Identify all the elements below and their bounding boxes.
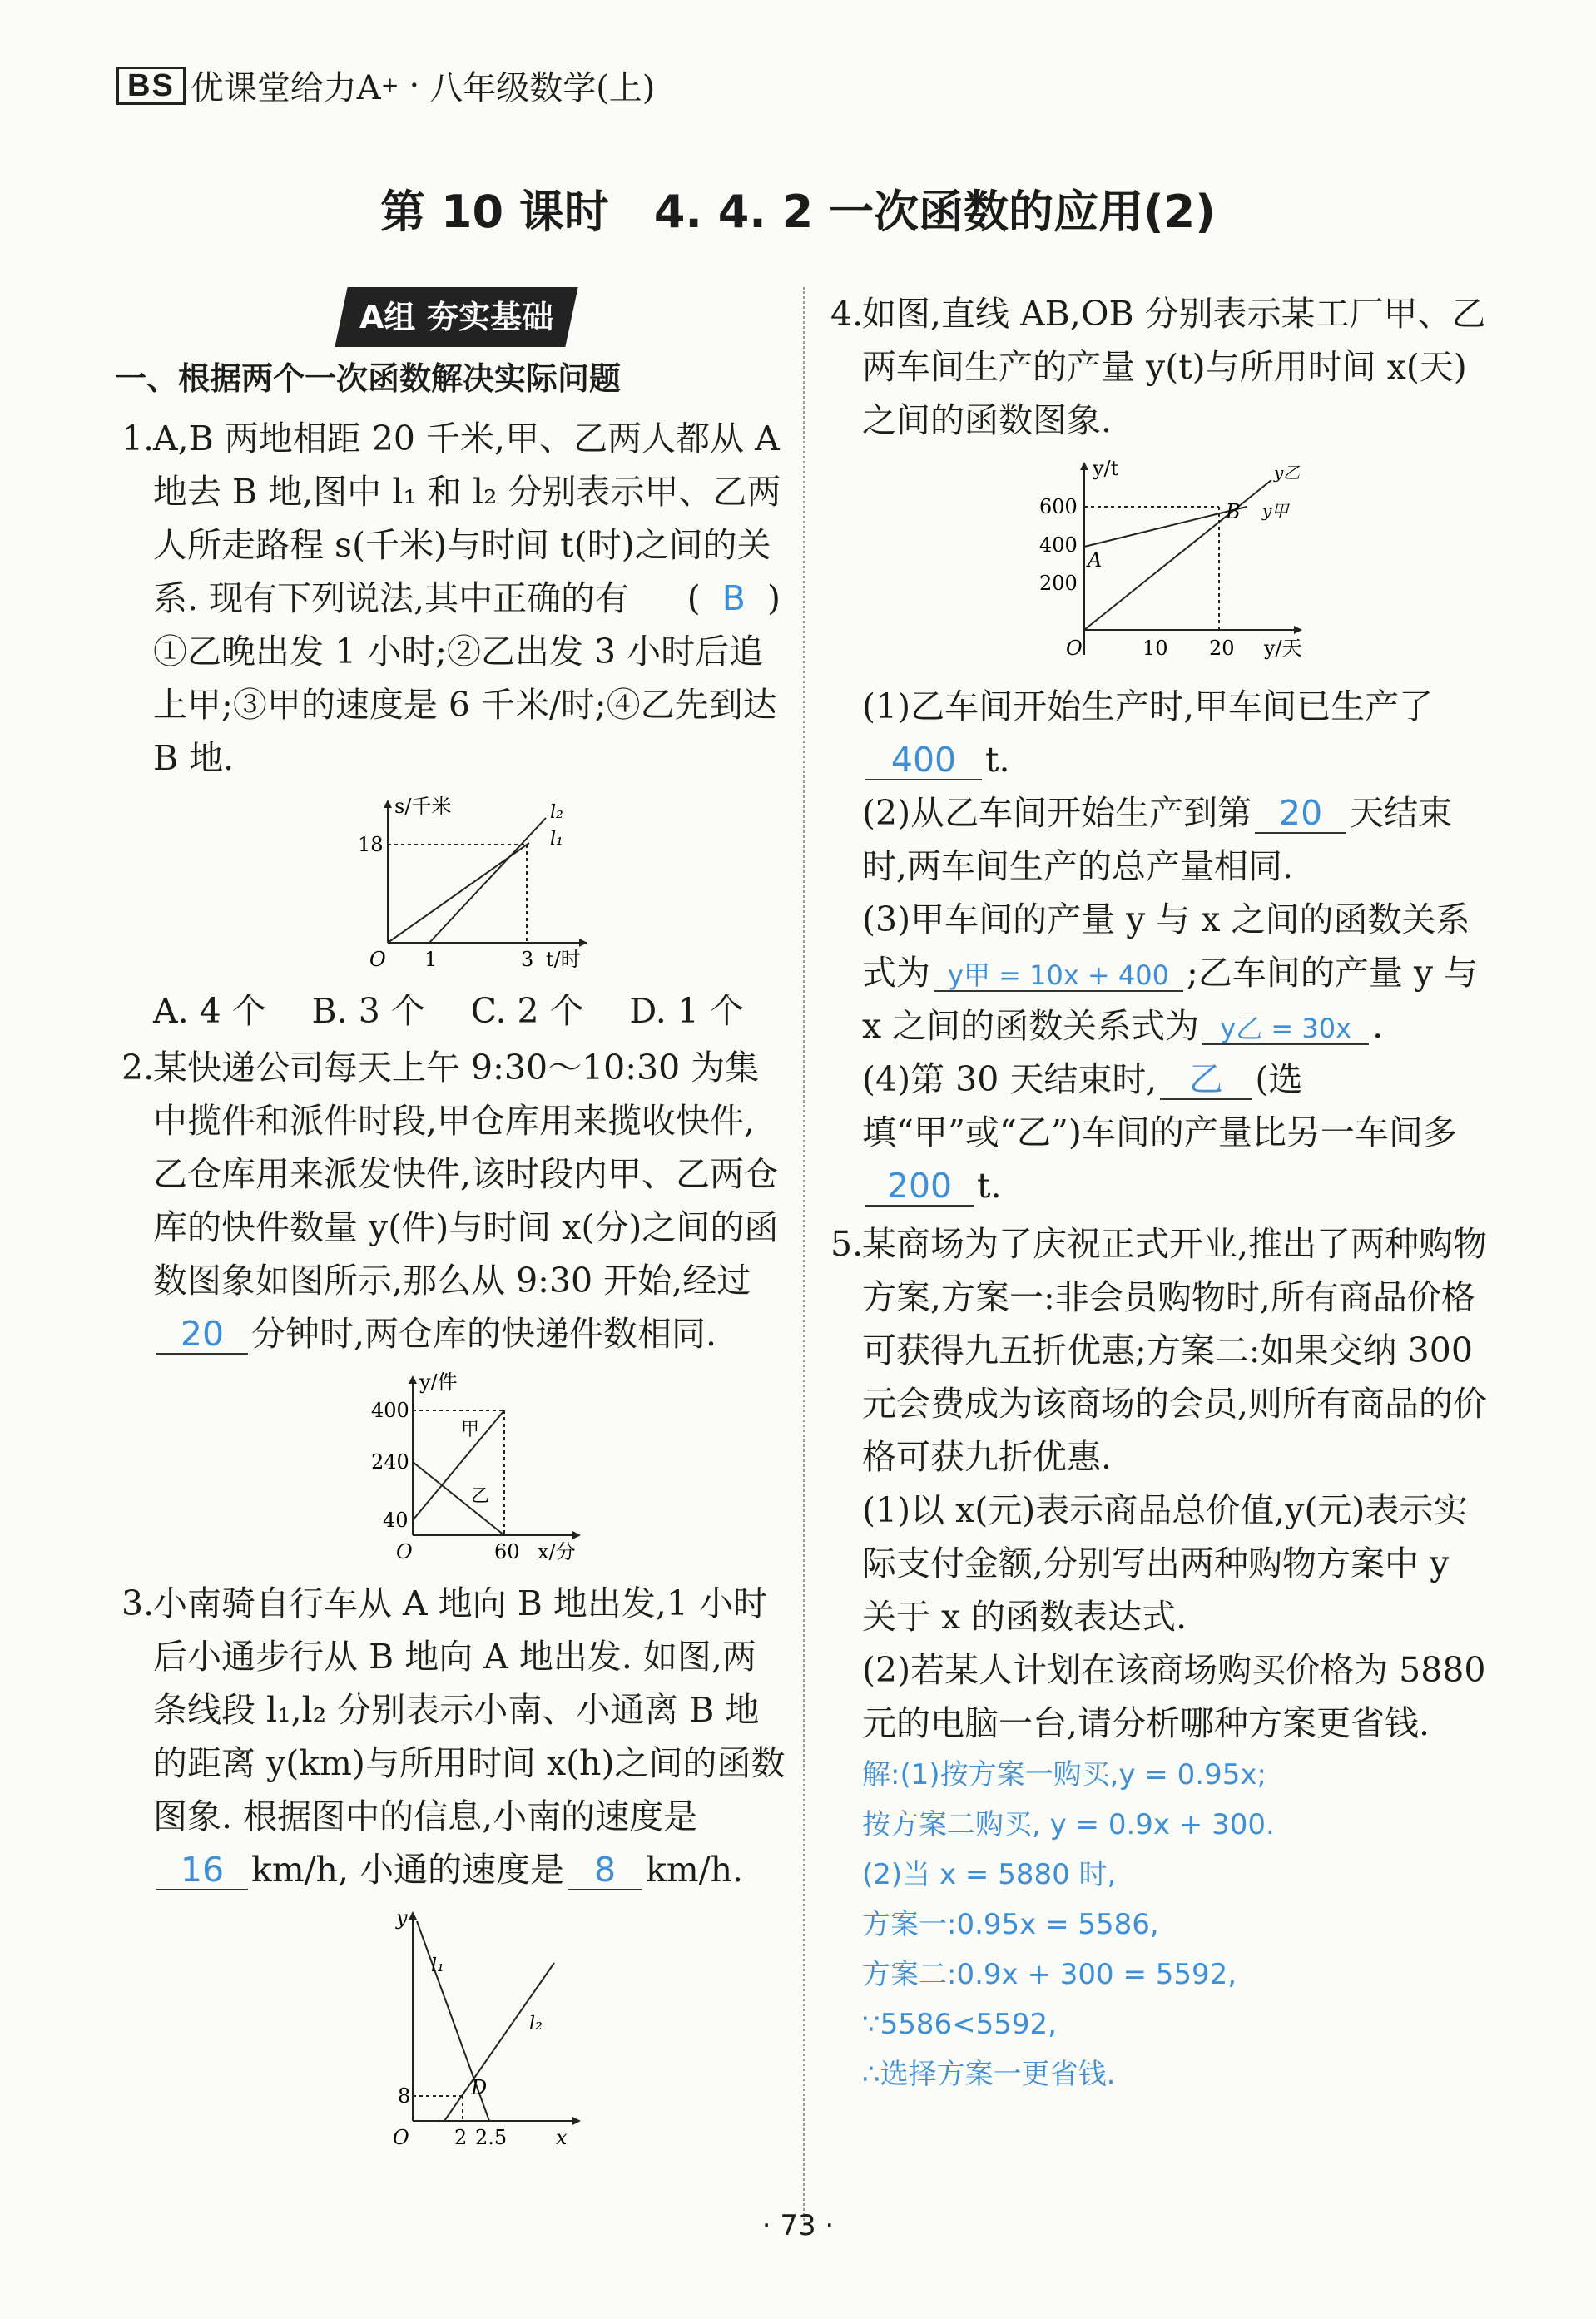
ylabel: y/件 (419, 1370, 458, 1394)
badge-row (123, 287, 789, 347)
part-1: (1)以 x(元)表示商品总价值,y(元)表示实际支付金额,分别写出两种购物方案中 y 关于 x 的函数表达式. (862, 1490, 1468, 1637)
answer-paren (687, 572, 781, 625)
part-3-text: (3)甲车间的产量 y 与 x 之间的函数关系式为 (862, 899, 1470, 993)
ylabel: y/t (1093, 457, 1119, 480)
y-tick-400: 400 (371, 1399, 409, 1422)
question-number: 2. (121, 1048, 155, 1088)
point-d: D (471, 2076, 488, 2099)
question-number: 4. (830, 294, 864, 334)
origin: O (1066, 637, 1083, 660)
part-4-answer-2: 200 (865, 1167, 974, 1207)
line-yi (413, 1462, 504, 1535)
y-arrow-icon (409, 1375, 417, 1384)
answer-blank-1: 16 (156, 1851, 248, 1890)
paren-open: ( (686, 578, 701, 618)
part-4 (862, 1053, 1489, 1212)
x-tick-2: 2 (454, 2126, 468, 2149)
x-arrow-icon (572, 1531, 581, 1539)
y-tick-600: 600 (1039, 495, 1078, 518)
part-2-text: (2)从乙车间开始生产到第 (862, 793, 1252, 833)
part-4-mid: (选填“甲”或“乙”)车间的产量比另一车间多 (862, 1059, 1457, 1152)
y-tick-400: 400 (1039, 533, 1078, 557)
question-number: 1. (121, 419, 155, 458)
y-tick-40: 40 (383, 1509, 409, 1532)
x-tick-2-5: 2.5 (475, 2126, 508, 2149)
answer-blank-2: 8 (568, 1851, 642, 1890)
part-3-end: . (1372, 1006, 1384, 1046)
section-title: 一、根据两个一次函数解决实际问题 (115, 360, 622, 397)
solution-line: 方案二:0.9x + 300 = 5592, (862, 1958, 1237, 1991)
part-2 (862, 786, 1489, 893)
label-y-jia: y甲 (1262, 501, 1289, 521)
question-text-after: 分钟时,两仓库的快递件数相同. (251, 1314, 717, 1354)
xlabel: t/时 (546, 948, 581, 971)
page-number: · 73 · (761, 2209, 835, 2242)
question-text-mid: 小通的速度是 (359, 1850, 565, 1890)
y-arrow-icon (384, 800, 392, 808)
x-tick-1: 1 (424, 948, 438, 971)
origin: O (396, 1540, 413, 1563)
label-jia: 甲 (461, 1420, 480, 1440)
x-arrow-icon (579, 939, 587, 947)
part-4-answer: 乙 (1160, 1061, 1252, 1100)
solution-line: 按方案二购买, y = 0.9x + 300. (862, 1808, 1275, 1841)
x-tick-60: 60 (494, 1540, 520, 1563)
y-arrow-icon (1080, 462, 1088, 470)
left-column (115, 287, 789, 2163)
question-text: A,B 两地相距 20 千米,甲、乙两人都从 A 地去 B 地,图中 l₁ 和 l₂ 分别表示甲、乙两人所走路程 s(千米)与时间 t(时)之间的关系. 现有下列说法,其中正确的有 (153, 419, 781, 618)
statements: ①乙晚出发 1 小时;②乙出发 3 小时后追上甲;③甲的速度是 6 千米/时;④乙先到达 B 地. (153, 632, 777, 778)
question-5 (832, 1217, 1489, 2099)
choice-b: B. 3 个 (311, 991, 425, 1031)
line-ab (1084, 507, 1247, 547)
label-yi: 乙 (471, 1486, 490, 1507)
solution (862, 1750, 1489, 2099)
part-1-text: (1)乙车间开始生产时,甲车间已生产了 (862, 686, 1434, 726)
question-2 (123, 1041, 789, 1568)
part-1-answer: 400 (865, 741, 982, 780)
x-tick-10: 10 (1142, 637, 1168, 660)
q1-graph (338, 793, 604, 976)
origin: O (369, 948, 386, 971)
solution-line: (2)当 x = 5880 时, (862, 1858, 1117, 1891)
solution-line: 方案一:0.95x = 5586, (862, 1908, 1159, 1941)
label-l2: l₂ (550, 802, 563, 823)
line-l2 (429, 818, 546, 943)
x-tick-20: 20 (1209, 637, 1235, 660)
x-arrow-icon (1294, 626, 1302, 634)
question-text: 小南骑自行车从 A 地向 B 地出发,1 小时后小通步行从 B 地向 A 地出发. 如图,两条线段 l₁,l₂ 分别表示小南、小通离 B 地的距离 y(km)与所用时间 x(h)之间的函数图象. 根据图中的信息,小南的速度是 (153, 1583, 786, 1836)
header-dot: · (409, 66, 420, 105)
y-arrow-icon (409, 1911, 417, 1920)
label-l2: l₂ (529, 2014, 543, 2034)
ylabel: y (396, 1906, 408, 1930)
part-2-after: 天结束时,两车间生产的总产量相同. (862, 793, 1453, 886)
question-4 (832, 287, 1489, 1212)
answer: B (721, 578, 746, 618)
line-ob (1084, 480, 1271, 630)
group-badge (335, 287, 577, 347)
question-1 (123, 412, 789, 1038)
part-3-answer-2: y乙 = 30x (1202, 1014, 1369, 1045)
part-3 (862, 893, 1489, 1053)
xlabel: y/天 (1264, 637, 1302, 660)
y-tick: 18 (358, 833, 384, 856)
choice-d: D. 1 个 (629, 991, 744, 1031)
lesson-title: 第 10 课时 4. 4. 2 一次函数的应用(2) (380, 186, 1216, 238)
ylabel: s/千米 (394, 795, 452, 818)
page-header (116, 62, 655, 109)
q2-graph (338, 1369, 604, 1568)
part-2-answer: 20 (1255, 795, 1346, 834)
line-jia (413, 1410, 504, 1520)
part-2: (2)若某人计划在该商场购买价格为 5880 元的电脑一台,请分析哪种方案更省钱. (862, 1650, 1486, 1743)
question-3 (123, 1577, 789, 2154)
column-divider (803, 287, 805, 2226)
q3-graph (338, 1905, 604, 2154)
q4-graph (1026, 455, 1326, 671)
x-tick-2: 3 (521, 948, 534, 971)
x-arrow-icon (572, 2117, 581, 2125)
part-3-mid: ;乙车间的产量 y 与 x 之间的函数关系式为 (862, 953, 1479, 1046)
y-tick-240: 240 (371, 1450, 409, 1474)
unit-1: km/h, (251, 1850, 349, 1890)
series-name: 优课堂给力A (190, 69, 381, 107)
label-l1: l₁ (550, 829, 563, 850)
part-4-unit: t. (977, 1166, 1002, 1206)
solution-line: ∴选择方案一更省钱. (862, 2058, 1116, 2091)
origin: O (393, 2126, 409, 2149)
solution-line: ∵5586<5592, (862, 2008, 1057, 2041)
part-1 (862, 680, 1489, 786)
book-name: 八年级数学(上) (429, 69, 656, 107)
question-text: 某快递公司每天上午 9:30～10:30 为集中揽件和派件时段,甲仓库用来揽收快件,乙仓库用来派发快件,该时段内甲、乙两仓库的快件数量 y(件)与时间 x(分)之间的函数图象如图所示,那么从 9:30 开始,经过 (153, 1048, 779, 1301)
question-text: 如图,直线 AB,OB 分别表示某工厂甲、乙两车间生产的产量 y(t)与所用时间 x(天)之间的函数图象. (862, 294, 1486, 440)
paren-close: ) (767, 578, 781, 618)
question-number: 5. (830, 1224, 864, 1264)
label-l1: l₁ (431, 1955, 444, 1976)
question-text: 某商场为了庆祝正式开业,推出了两种购物方案,方案一:非会员购物时,所有商品价格可获得九五折优惠;方案二:如果交纳 300 元会费成为该商场的会员,则所有商品的价格可获九折优惠. (862, 1224, 1488, 1477)
right-column (832, 287, 1489, 2099)
y-tick-200: 200 (1039, 572, 1078, 595)
solution-line: 解:(1)按方案一购买,y = 0.95x; (862, 1758, 1266, 1791)
point-b: B (1226, 500, 1241, 523)
question-number: 3. (121, 1583, 155, 1623)
part-4-text: (4)第 30 天结束时, (862, 1059, 1157, 1099)
xlabel: x/分 (538, 1540, 576, 1563)
y-tick-8: 8 (398, 2084, 411, 2108)
xlabel: x (556, 2126, 568, 2149)
unit-2: km/h. (646, 1850, 744, 1890)
bs-logo: BS (116, 67, 186, 105)
badge-text: 夯实基础 (426, 299, 553, 335)
choice-c: C. 2 个 (470, 991, 584, 1031)
label-y-yi: y乙 (1274, 463, 1301, 483)
point-a: A (1088, 548, 1103, 572)
choices (153, 984, 744, 1038)
part-1-unit: t. (985, 740, 1010, 780)
badge-group: A组 (359, 299, 416, 335)
answer-blank: 20 (156, 1316, 248, 1355)
part-3-answer: y甲 = 10x + 400 (934, 961, 1183, 992)
series-plus: + (380, 72, 399, 98)
choice-a: A. 4 个 (153, 991, 266, 1031)
